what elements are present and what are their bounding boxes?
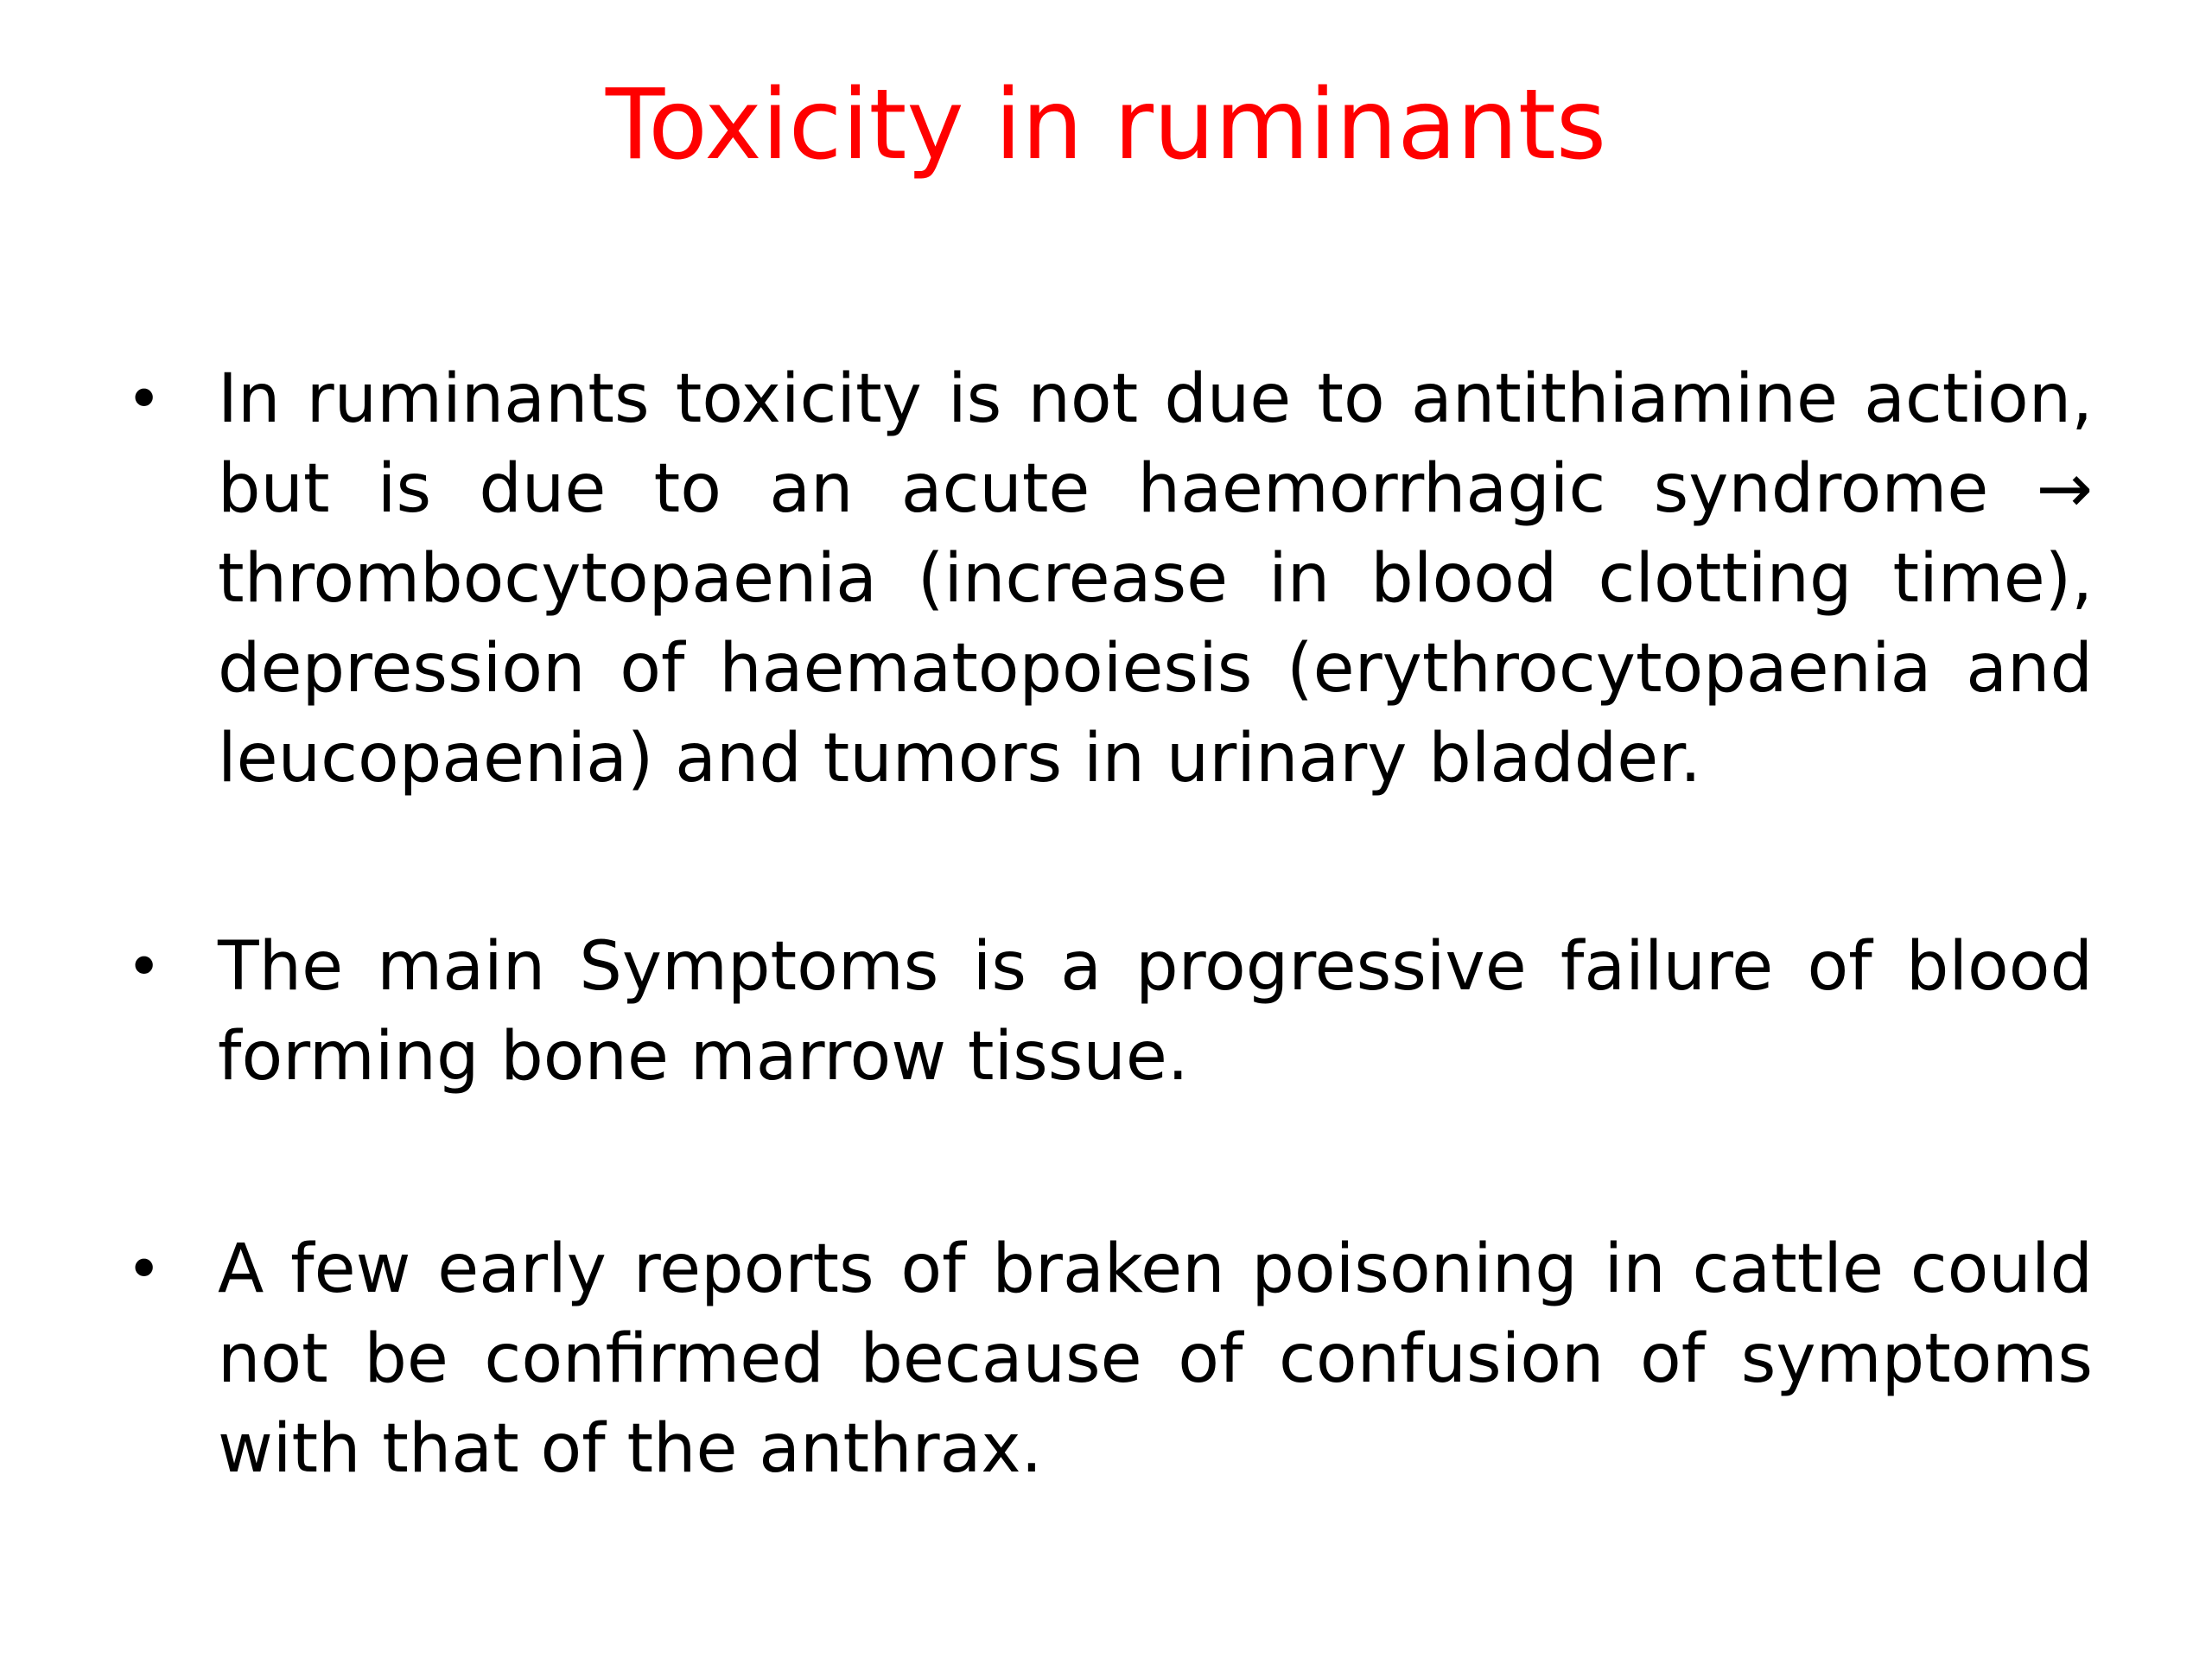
bullet-text: In ruminants toxicity is not due to antithiamine action, but is due to an acute haemorrhagic syndrome → thrombocytopaenia (increase in blood clotting time), depression of haematopoiesis (erythrocytopaenia and leucopaenia) and tumors in urinary bladder.	[218, 360, 2093, 798]
slide-title: Toxicity in ruminants	[605, 69, 1607, 181]
bullet-text: A few early reports of braken poisoning in cattle could not be confirmed because of confusion of symptoms with that of the anthrax.	[218, 1230, 2093, 1488]
bullet-item	[126, 922, 2093, 1102]
bullet-text: The main Symptoms is a progressive failure of blood forming bone marrow tissue.	[218, 928, 2093, 1096]
bullet-marker: •	[126, 931, 162, 1002]
bullet-marker: •	[126, 1234, 162, 1305]
bullet-item	[126, 354, 2093, 804]
bullet-list	[126, 354, 2093, 1494]
bullet-item	[126, 1224, 2093, 1494]
bullet-marker: •	[126, 364, 162, 435]
